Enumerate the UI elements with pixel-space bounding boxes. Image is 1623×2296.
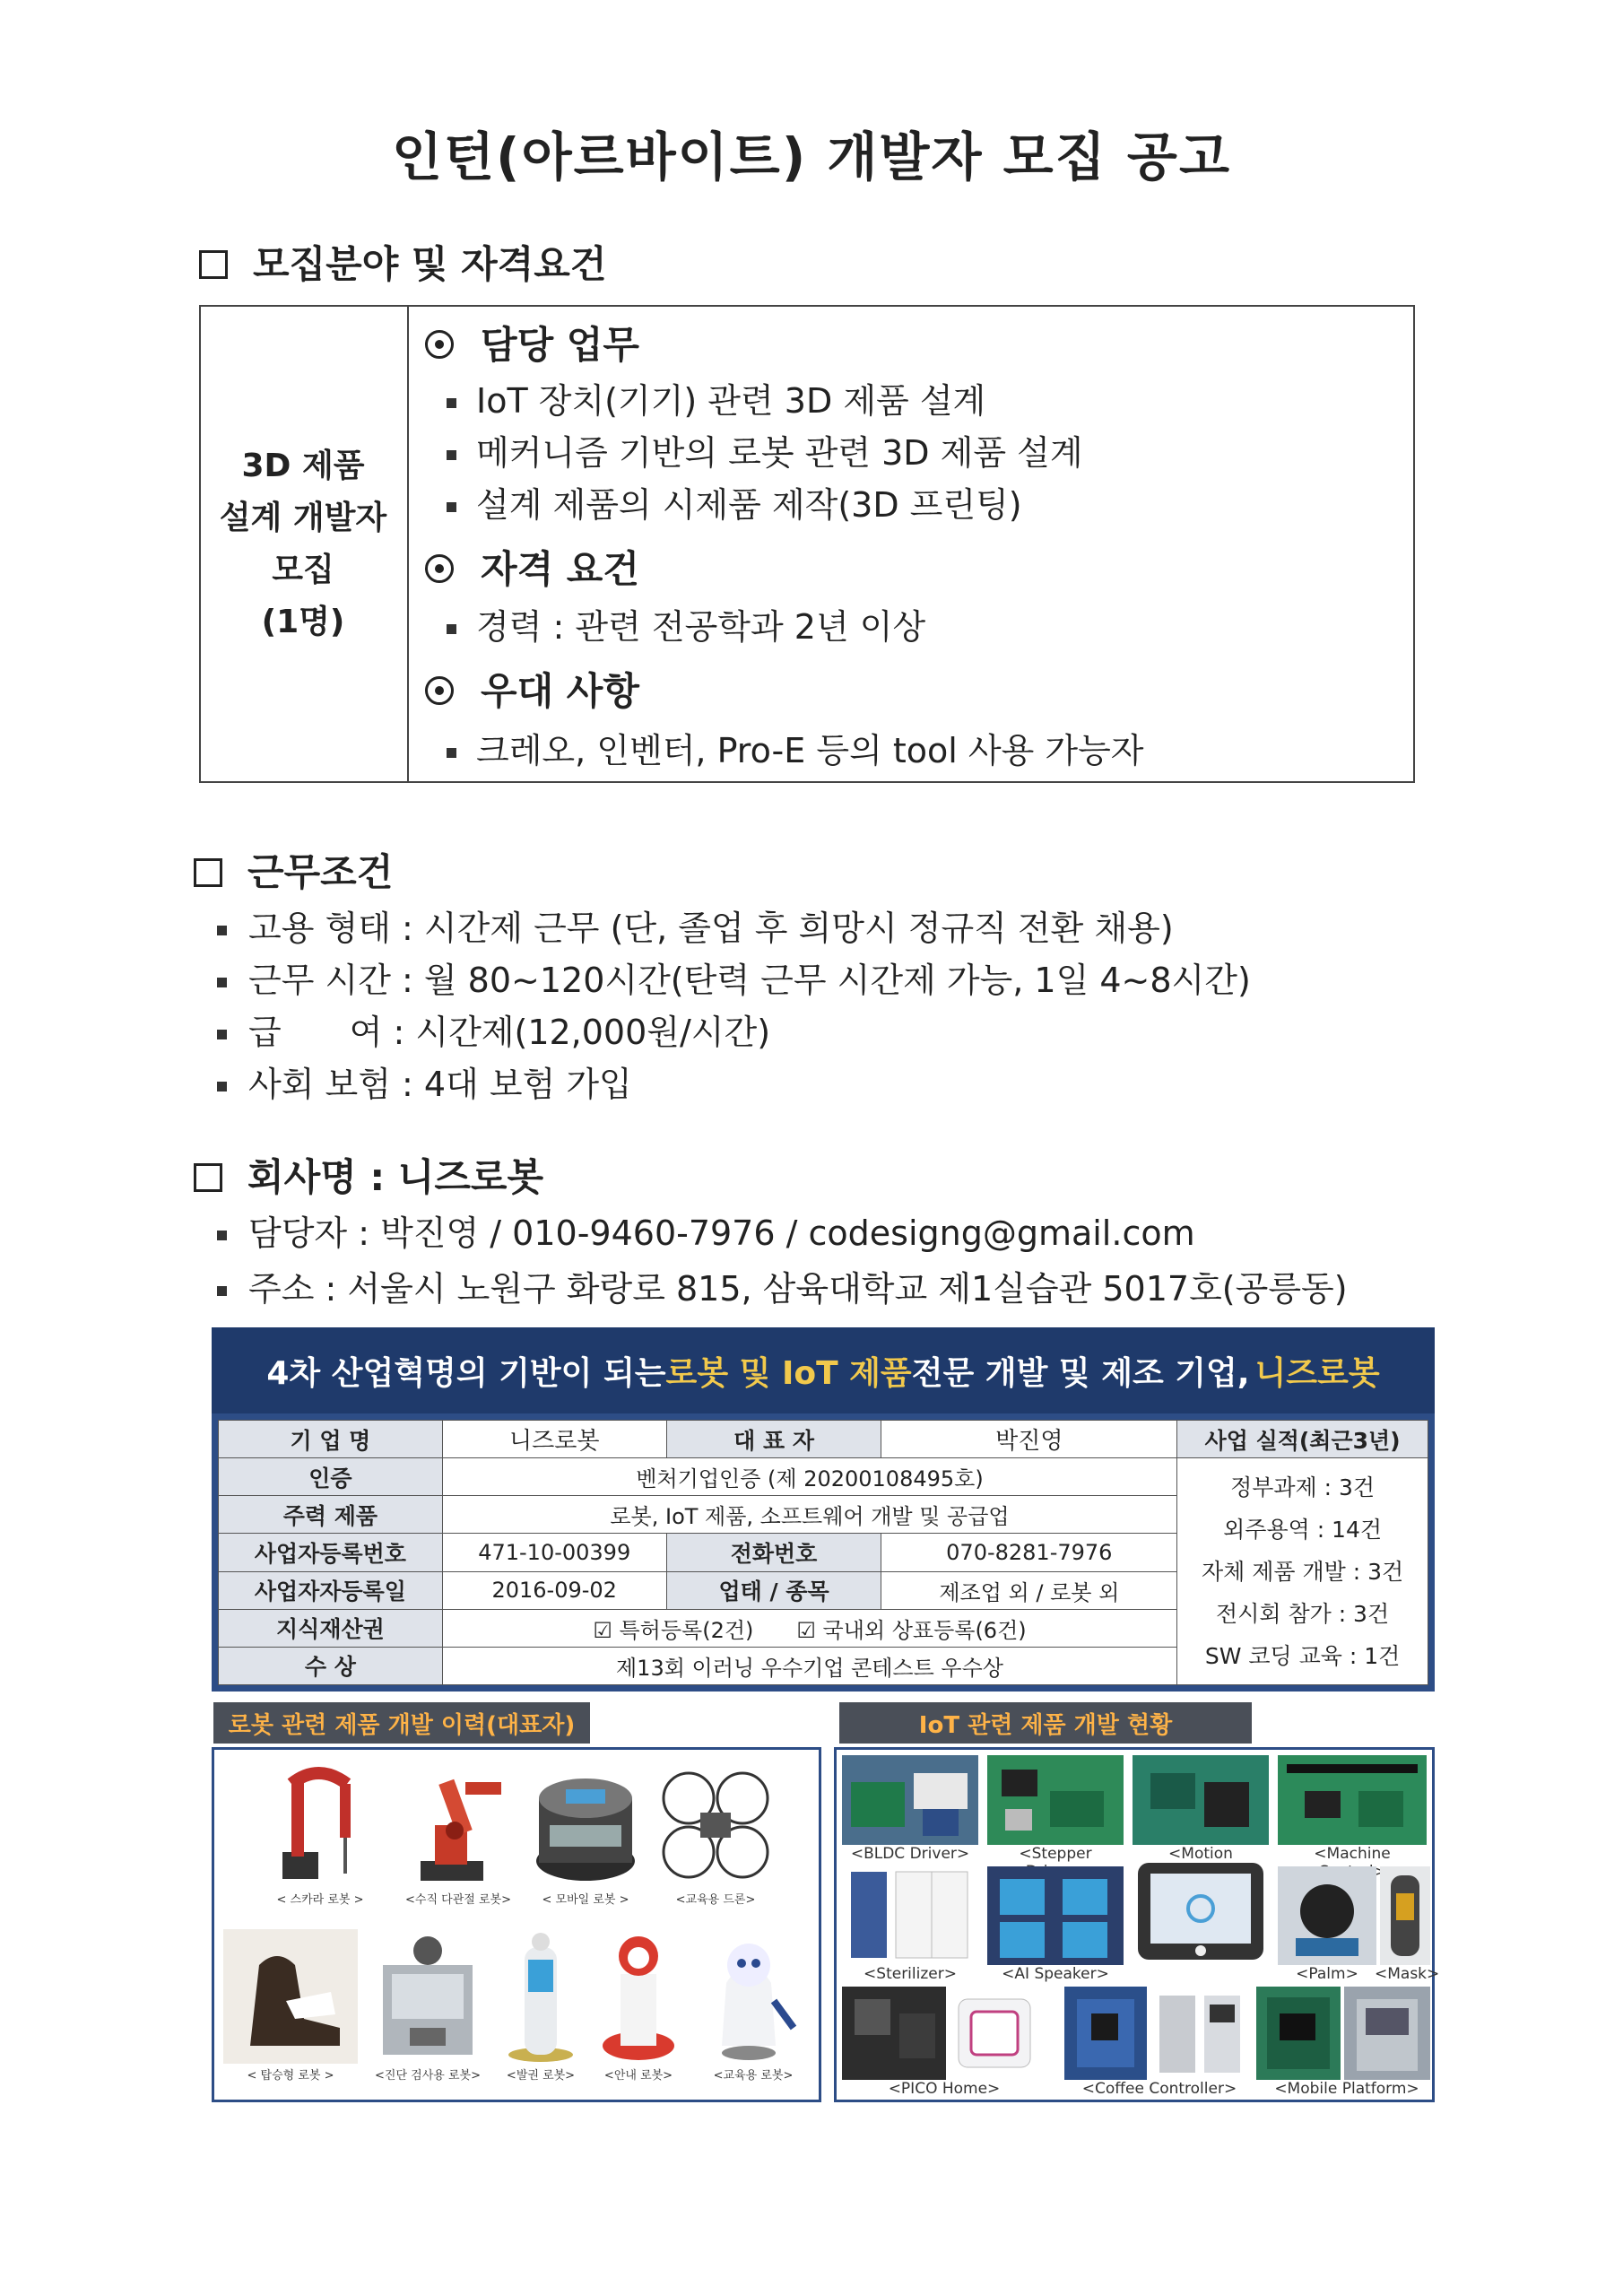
mobile-robot-image	[530, 1762, 641, 1888]
condition-item: 근무 시간 : 월 80~120시간(탄력 근무 시간제 가능, 1일 4~8시간)	[217, 952, 1251, 1002]
condition-item: 급 여 : 시간제(12,000원/시간)	[217, 1004, 770, 1054]
page-title: 인턴(아르바이트) 개발자 모집 공고	[392, 126, 1231, 187]
company-banner	[212, 1327, 1435, 1413]
table-header: 수 상	[219, 1647, 443, 1684]
tablet-device-image	[1133, 1857, 1269, 1965]
duty-heading-text: 담당 업무	[481, 323, 639, 367]
position-label	[199, 305, 409, 783]
iot-caption: <Sterilizer>	[864, 1965, 957, 1983]
contact-item: 담당자 : 박진영 / 010-9460-7976 / codesigng@gmail.com	[217, 1205, 1195, 1255]
position-line: 설계 개발자	[219, 499, 387, 536]
iot-caption: <PICO Home>	[888, 2080, 1001, 2098]
iot-caption: <Machine	[1314, 1845, 1391, 1863]
section-heading-text: 모집분야 및 자격요건	[253, 242, 607, 286]
section-heading-text: 근무조건	[247, 850, 394, 894]
banner-text: 4차 산업혁명의 기반이 되는	[266, 1354, 666, 1392]
table-cell: 2016-09-02	[442, 1571, 666, 1609]
duty-heading	[425, 316, 639, 370]
square-bullet-icon	[199, 250, 228, 279]
banner-highlight: 니즈로봇	[1254, 1354, 1380, 1392]
iot-caption: <BLDC Driver>	[850, 1845, 970, 1863]
table-header: 사업자등록번호	[219, 1534, 443, 1571]
education-robot-image	[704, 1929, 803, 2064]
table-header: 지식재산권	[219, 1609, 443, 1647]
pico-home-image	[950, 1987, 1039, 2080]
scara-robot-image	[265, 1762, 376, 1888]
ride-robot-image	[223, 1929, 358, 2064]
pref-heading	[425, 662, 639, 716]
table-cell: 니즈로봇	[442, 1421, 666, 1458]
duty-item: 설계 제품의 시제품 제작(3D 프린팅)	[447, 477, 1022, 526]
robot-caption: < 모바일 로봇 >	[542, 1893, 629, 1907]
table-cell: ☑ 특허등록(2건) ☑ 국내외 상표등록(6건)	[442, 1609, 1176, 1647]
performance-item: 외주용역 : 14건	[1223, 1516, 1383, 1543]
pref-item: 크레오, 인벤터, Pro-E 등의 tool 사용 가능자	[447, 723, 1144, 772]
table-cell: 박진영	[881, 1421, 1177, 1458]
section-heading-recruit	[199, 235, 606, 289]
section-heading-company	[194, 1148, 543, 1202]
square-bullet-icon	[194, 1163, 222, 1192]
machine-control-image	[1278, 1755, 1427, 1845]
robot-caption: <진단 검사용 로봇>	[375, 2069, 481, 2083]
mobile-platform-image	[1344, 1987, 1430, 2080]
position-line: 3D 제품	[241, 447, 365, 484]
iot-panel	[834, 1747, 1440, 2102]
duty-item: 메커니즘 기반의 로봇 관련 3D 제품 설계	[447, 425, 1083, 474]
motion-control-image	[1133, 1755, 1269, 1845]
performance-item: 전시회 참가 : 3건	[1216, 1600, 1390, 1627]
table-header: 기 업 명	[219, 1421, 443, 1458]
iot-caption: <Coffee Controller>	[1081, 2080, 1237, 2098]
square-bullet-icon	[194, 858, 222, 887]
robot-caption: <안내 로봇>	[603, 2069, 673, 2083]
iot-caption: <Mask>	[1375, 1965, 1440, 1983]
table-cell: 벤처기업인증 (제 20200108495호)	[442, 1458, 1176, 1496]
qual-item: 경력 : 관련 전공학과 2년 이상	[447, 599, 925, 648]
qual-heading	[425, 540, 639, 594]
robot-caption: <교육용 로봇>	[713, 2069, 794, 2083]
iot-caption: <Motion	[1168, 1845, 1233, 1863]
qual-heading-text: 자격 요건	[481, 547, 639, 591]
drone-image	[657, 1762, 774, 1888]
iot-caption: <Palm>	[1296, 1965, 1358, 1983]
table-header: 인증	[219, 1458, 443, 1496]
target-bullet-icon	[425, 554, 454, 583]
table-cell: 471-10-00399	[442, 1534, 666, 1571]
stepper-driver-image	[987, 1755, 1124, 1845]
guide-robot-image	[598, 1929, 679, 2064]
ai-speaker-image	[987, 1866, 1124, 1965]
table-cell: 로봇, IoT 제품, 소프트웨어 개발 및 공급업	[442, 1496, 1176, 1534]
pico-board-image	[842, 1987, 946, 2080]
table-cell: 070-8281-7976	[881, 1534, 1177, 1571]
table-header: 업태 / 종목	[666, 1571, 881, 1609]
table-header: 사업 실적(최근3년)	[1177, 1421, 1428, 1458]
diagnostic-robot-image	[374, 1929, 482, 2064]
bldc-driver-image	[842, 1755, 978, 1845]
robot-caption: <발권 로봇>	[506, 2069, 576, 2083]
performance-item: 자체 제품 개발 : 3건	[1202, 1558, 1404, 1585]
address-item: 주소 : 서울시 노원구 화랑로 815, 삼육대학교 제1실습관 5017호(공릉동)	[217, 1261, 1348, 1310]
robot-panel	[212, 1747, 821, 2102]
target-bullet-icon	[425, 676, 454, 705]
coffee-machine-image	[1150, 1987, 1249, 2080]
robot-caption: < 탑승형 로봇 >	[247, 2069, 334, 2083]
table-cell: 제조업 외 / 로봇 외	[881, 1571, 1177, 1609]
coffee-board-image	[1064, 1987, 1147, 2080]
banner-text: 전문 개발 및 제조 기업,	[911, 1354, 1250, 1392]
robot-caption: < 스카라 로봇 >	[276, 1893, 364, 1907]
iot-caption: <Stepper	[1019, 1845, 1092, 1863]
pref-heading-text: 우대 사항	[481, 669, 639, 713]
table-cell: 제13회 이러닝 우수기업 콘테스트 우수상	[442, 1647, 1176, 1684]
sterilizer-image	[842, 1866, 978, 1965]
duty-item: IoT 장치(기기) 관련 3D 제품 설계	[447, 373, 985, 422]
robot-panel-title: 로봇 관련 제품 개발 이력(대표자)	[213, 1702, 590, 1744]
table-header: 주력 제품	[219, 1496, 443, 1534]
articulated-robot-image	[403, 1762, 514, 1888]
mobile-platform-board-image	[1256, 1987, 1341, 2080]
target-bullet-icon	[425, 330, 454, 359]
table-header: 전화번호	[666, 1534, 881, 1571]
condition-item: 사회 보험 : 4대 보험 가입	[217, 1057, 632, 1106]
banner-highlight: 로봇 및 IoT 제품	[665, 1354, 912, 1392]
section-heading-conditions	[194, 843, 393, 897]
iot-panel-title: IoT 관련 제품 개발 현황	[839, 1702, 1252, 1744]
table-header: 사업자자등록일	[219, 1571, 443, 1609]
performance-item: 정부과제 : 3건	[1230, 1474, 1376, 1500]
robot-caption: <수직 다관절 로봇>	[405, 1893, 511, 1907]
performance-cell	[1177, 1458, 1428, 1685]
mask-device-image	[1380, 1866, 1430, 1965]
condition-item: 고용 형태 : 시간제 근무 (단, 졸업 후 희망시 정규직 전환 채용)	[217, 900, 1174, 950]
section-heading-text: 회사명 : 니즈로봇	[247, 1155, 544, 1199]
iot-caption: <Mobile Platform>	[1274, 2080, 1419, 2098]
performance-item: SW 코딩 교육 : 1건	[1204, 1642, 1401, 1669]
iot-caption: <AI Speaker>	[1002, 1965, 1109, 1983]
robot-caption: <교육용 드론>	[675, 1893, 756, 1907]
position-line: 모집	[272, 551, 334, 588]
ticket-robot-image	[505, 1929, 577, 2064]
position-line: (1명)	[261, 603, 345, 640]
palm-device-image	[1278, 1866, 1376, 1965]
table-header: 대 표 자	[666, 1421, 881, 1458]
company-info-table	[218, 1420, 1428, 1685]
